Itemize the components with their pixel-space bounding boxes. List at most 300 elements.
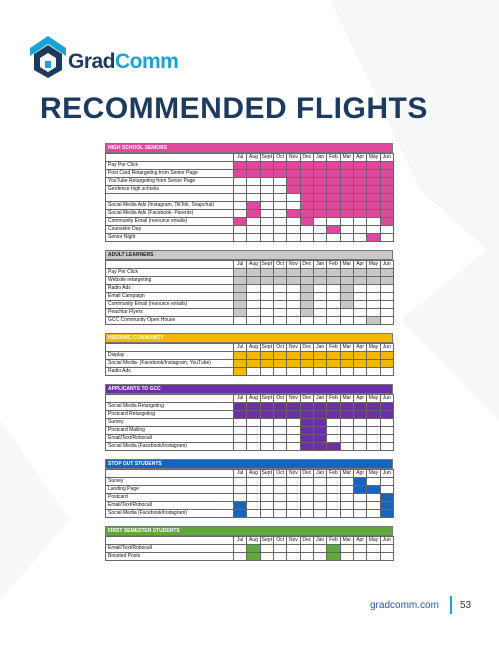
flight-cell-empty xyxy=(367,494,380,502)
flight-cell-empty xyxy=(300,502,313,510)
flight-cell-active xyxy=(380,162,393,170)
month-header: Jun xyxy=(380,395,393,403)
flight-cell-empty xyxy=(273,301,286,309)
flight-cell-empty xyxy=(260,194,273,202)
flight-cell-empty xyxy=(260,293,273,301)
flight-cell-active xyxy=(327,170,340,178)
flight-cell-empty xyxy=(353,234,366,242)
flight-cell-active xyxy=(300,435,313,443)
flight-cell-empty xyxy=(273,234,286,242)
flight-cell-empty xyxy=(353,218,366,226)
flight-cell-active xyxy=(313,443,326,451)
flight-cell-empty xyxy=(367,510,380,518)
month-header: Jan xyxy=(313,154,326,162)
flight-cell-active xyxy=(353,403,366,411)
flight-cell-empty xyxy=(327,478,340,486)
flight-cell-active xyxy=(287,269,300,277)
month-header: Nov xyxy=(287,344,300,352)
flight-cell-active xyxy=(234,403,247,411)
flight-cell-active xyxy=(300,162,313,170)
flight-cell-active xyxy=(247,411,260,419)
flight-cell-active xyxy=(260,403,273,411)
month-header: Nov xyxy=(287,537,300,545)
tactic-label: Landing Page xyxy=(106,486,234,494)
flight-cell-active xyxy=(327,411,340,419)
flight-cell-empty xyxy=(273,502,286,510)
flight-cell-active xyxy=(234,309,247,317)
flight-cell-empty xyxy=(353,368,366,376)
flight-cell-active xyxy=(367,210,380,218)
flights-tables xyxy=(105,143,393,569)
month-header: Apr xyxy=(353,261,366,269)
flight-cell-active xyxy=(380,277,393,285)
flight-cell-empty xyxy=(273,368,286,376)
flight-cell-empty xyxy=(273,178,286,186)
flight-cell-active xyxy=(340,285,353,293)
flight-cell-active xyxy=(300,309,313,317)
flight-cell-empty xyxy=(273,443,286,451)
flight-cell-active xyxy=(260,162,273,170)
flight-cell-empty xyxy=(247,486,260,494)
flight-cell-empty xyxy=(300,234,313,242)
month-header: Feb xyxy=(327,261,340,269)
table-row xyxy=(106,293,394,301)
flight-cell-empty xyxy=(340,478,353,486)
flight-cell-active xyxy=(340,352,353,360)
flight-cell-empty xyxy=(273,494,286,502)
month-header-row xyxy=(106,344,394,352)
flight-cell-empty xyxy=(300,545,313,553)
flight-cell-active xyxy=(300,285,313,293)
flight-cell-active xyxy=(313,435,326,443)
flight-cell-active xyxy=(367,352,380,360)
month-header: Jul xyxy=(234,261,247,269)
flight-cell-active xyxy=(327,186,340,194)
month-header: Apr xyxy=(353,470,366,478)
month-header-row xyxy=(106,537,394,545)
flight-cell-empty xyxy=(313,486,326,494)
flight-cell-empty xyxy=(380,486,393,494)
flight-cell-active xyxy=(353,360,366,368)
logo-word-comm: Comm xyxy=(115,50,179,73)
flight-cell-active xyxy=(340,194,353,202)
flight-cell-empty xyxy=(340,435,353,443)
month-header: Jan xyxy=(313,395,326,403)
flight-cell-active xyxy=(380,194,393,202)
flight-cell-empty xyxy=(340,545,353,553)
flight-cell-active xyxy=(234,293,247,301)
flight-cell-active xyxy=(300,210,313,218)
flight-cell-empty xyxy=(260,553,273,561)
flight-cell-active xyxy=(273,277,286,285)
month-header: Mar xyxy=(340,154,353,162)
table-row xyxy=(106,435,394,443)
section-title: APPLICANTS TO GCC xyxy=(105,384,393,394)
logo-word-grad: Grad xyxy=(68,50,116,73)
flight-cell-active xyxy=(273,162,286,170)
flight-cell-empty xyxy=(327,285,340,293)
month-header: Sept xyxy=(261,537,272,543)
tactic-label: Postcard Mailing xyxy=(106,427,234,435)
flight-cell-empty xyxy=(234,427,247,435)
flight-cell-empty xyxy=(287,194,300,202)
month-header: Feb xyxy=(327,344,340,352)
table-row xyxy=(106,411,394,419)
flight-cell-empty xyxy=(300,553,313,561)
flight-cell-active xyxy=(300,186,313,194)
flight-cell-active xyxy=(313,411,326,419)
flight-cell-empty xyxy=(260,545,273,553)
flight-cell-empty xyxy=(247,218,260,226)
table-row xyxy=(106,186,394,194)
flight-cell-empty xyxy=(287,502,300,510)
flight-cell-empty xyxy=(340,234,353,242)
flight-cell-empty xyxy=(380,317,393,325)
month-header: Feb xyxy=(327,537,340,545)
header-blank xyxy=(106,154,234,162)
flight-cell-active xyxy=(313,194,326,202)
flight-cell-active xyxy=(380,210,393,218)
month-header: Dec xyxy=(300,344,313,352)
flight-cell-empty xyxy=(247,494,260,502)
flight-cell-active xyxy=(260,360,273,368)
flight-cell-empty xyxy=(327,486,340,494)
flight-cell-active xyxy=(234,411,247,419)
flight-cell-active xyxy=(300,427,313,435)
flight-cell-active xyxy=(327,553,340,561)
month-header: Dec xyxy=(300,537,313,545)
flight-cell-active xyxy=(327,352,340,360)
flight-cell-active xyxy=(380,411,393,419)
flight-cell-empty xyxy=(353,309,366,317)
flight-cell-empty xyxy=(327,494,340,502)
flight-cell-active xyxy=(367,360,380,368)
flight-cell-active xyxy=(300,269,313,277)
flight-cell-empty xyxy=(380,293,393,301)
flight-cell-empty xyxy=(380,545,393,553)
month-header: Nov xyxy=(287,261,300,269)
flight-cell-active xyxy=(313,269,326,277)
flight-cell-active xyxy=(340,360,353,368)
month-header: Feb xyxy=(327,395,340,403)
table-row xyxy=(106,277,394,285)
tactic-label: Postcard Retargeting xyxy=(106,411,234,419)
flight-cell-empty xyxy=(367,226,380,234)
flight-cell-active xyxy=(327,360,340,368)
tactic-label: Community Email (resource emails) xyxy=(106,301,234,309)
flight-cell-empty xyxy=(273,226,286,234)
tactic-label: Survey xyxy=(106,478,234,486)
month-header: Jun xyxy=(380,470,393,478)
flight-cell-active xyxy=(313,210,326,218)
table-row xyxy=(106,553,394,561)
table-row xyxy=(106,403,394,411)
flight-cell-active xyxy=(353,178,366,186)
month-header: Nov xyxy=(287,154,300,162)
flight-cell-empty xyxy=(287,234,300,242)
flight-cell-empty xyxy=(367,553,380,561)
month-header: Aug xyxy=(247,537,260,545)
flight-cell-empty xyxy=(340,226,353,234)
flight-cell-empty xyxy=(340,553,353,561)
month-header: Jan xyxy=(313,344,326,352)
flight-cell-active xyxy=(260,269,273,277)
flight-cell-active xyxy=(234,510,247,518)
flight-cell-empty xyxy=(327,293,340,301)
flight-cell-empty xyxy=(260,494,273,502)
flight-cell-empty xyxy=(380,443,393,451)
flight-cell-empty xyxy=(247,427,260,435)
flight-cell-empty xyxy=(234,226,247,234)
tactic-label: Postcard xyxy=(106,494,234,502)
flight-cell-empty xyxy=(247,285,260,293)
flight-cell-active xyxy=(367,170,380,178)
flight-cell-empty xyxy=(260,309,273,317)
flight-cell-empty xyxy=(300,486,313,494)
flight-cell-empty xyxy=(313,553,326,561)
flight-cell-active xyxy=(300,202,313,210)
month-header: May xyxy=(368,154,379,160)
flight-cell-active xyxy=(313,403,326,411)
flight-cell-empty xyxy=(260,486,273,494)
flight-cell-empty xyxy=(287,478,300,486)
flight-cell-empty xyxy=(273,553,286,561)
flight-cell-active xyxy=(367,486,380,494)
flight-cell-active xyxy=(327,202,340,210)
tactic-label: Website retargeting xyxy=(106,277,234,285)
table-row xyxy=(106,419,394,427)
flight-cell-active xyxy=(367,194,380,202)
footer-divider xyxy=(450,596,452,614)
flight-cell-empty xyxy=(287,285,300,293)
flight-cell-empty xyxy=(313,301,326,309)
table-row xyxy=(106,301,394,309)
flight-cell-empty xyxy=(234,419,247,427)
table-row xyxy=(106,352,394,360)
flight-cell-empty xyxy=(287,545,300,553)
flight-cell-empty xyxy=(380,301,393,309)
month-header: Sept xyxy=(261,395,272,401)
flight-cell-active xyxy=(247,202,260,210)
month-header: Feb xyxy=(327,470,340,478)
flight-cell-active xyxy=(313,419,326,427)
flight-cell-empty xyxy=(340,494,353,502)
section-hispanic-community xyxy=(105,333,393,376)
footer-url[interactable]: gradcomm.com xyxy=(370,600,439,611)
flight-cell-active xyxy=(247,210,260,218)
flight-cell-active xyxy=(367,411,380,419)
flight-cell-active xyxy=(234,162,247,170)
flight-cell-active xyxy=(260,352,273,360)
flight-cell-empty xyxy=(313,545,326,553)
flight-cell-active xyxy=(287,360,300,368)
flight-cell-active xyxy=(300,411,313,419)
logo-mark-icon xyxy=(28,34,68,78)
month-header: May xyxy=(368,470,379,476)
month-header: Apr xyxy=(353,154,366,162)
month-header-row xyxy=(106,154,394,162)
flight-cell-active xyxy=(234,269,247,277)
flight-cell-active xyxy=(340,293,353,301)
flight-cell-empty xyxy=(380,234,393,242)
month-header: Oct xyxy=(273,537,286,545)
flight-cell-active xyxy=(340,277,353,285)
tactic-label: Geofence high schools xyxy=(106,186,234,194)
tactic-label xyxy=(106,194,234,202)
flight-cell-empty xyxy=(367,285,380,293)
flight-cell-empty xyxy=(260,178,273,186)
flight-cell-empty xyxy=(247,502,260,510)
flight-cell-empty xyxy=(340,427,353,435)
table-row xyxy=(106,478,394,486)
tactic-label: Pay Per Click xyxy=(106,269,234,277)
flight-cell-active xyxy=(340,202,353,210)
flight-cell-active xyxy=(273,269,286,277)
month-header: Jun xyxy=(380,261,393,269)
flight-cell-empty xyxy=(353,293,366,301)
flight-cell-active xyxy=(273,411,286,419)
tactic-label: Counselor Day xyxy=(106,226,234,234)
flight-cell-empty xyxy=(287,427,300,435)
flight-cell-empty xyxy=(234,234,247,242)
flight-cell-active xyxy=(247,545,260,553)
flight-cell-empty xyxy=(247,301,260,309)
month-header: Jul xyxy=(234,395,247,403)
flight-cell-empty xyxy=(273,435,286,443)
flight-cell-active xyxy=(287,411,300,419)
flight-cell-active xyxy=(273,352,286,360)
flight-cell-active xyxy=(313,162,326,170)
flight-cell-active xyxy=(340,162,353,170)
flight-cell-empty xyxy=(287,510,300,518)
flight-cell-empty xyxy=(260,478,273,486)
flight-cell-empty xyxy=(273,285,286,293)
flight-cell-empty xyxy=(260,502,273,510)
flight-cell-empty xyxy=(340,309,353,317)
month-header: May xyxy=(368,537,379,543)
flight-cell-empty xyxy=(327,317,340,325)
flight-cell-active xyxy=(380,178,393,186)
flight-cell-active xyxy=(313,186,326,194)
flight-cell-empty xyxy=(260,285,273,293)
month-header: Dec xyxy=(300,261,313,269)
tactic-label: Social Media Ads (Instagram, TikTok, Snapchat) xyxy=(106,202,234,210)
flight-cell-empty xyxy=(300,226,313,234)
flight-cell-empty xyxy=(340,317,353,325)
section-title: ADULT LEARNERS xyxy=(105,250,393,260)
flight-cell-empty xyxy=(340,419,353,427)
flight-cell-empty xyxy=(300,510,313,518)
flight-cell-active xyxy=(234,368,247,376)
flight-cell-empty xyxy=(313,234,326,242)
flight-cell-empty xyxy=(273,478,286,486)
month-header: Sept xyxy=(261,261,272,267)
flight-cell-empty xyxy=(287,486,300,494)
flight-cell-active xyxy=(340,178,353,186)
header-blank xyxy=(106,470,234,478)
flight-cell-active xyxy=(327,269,340,277)
flight-cell-active xyxy=(327,443,340,451)
flight-cell-empty xyxy=(287,202,300,210)
month-header: Mar xyxy=(340,344,353,352)
flight-cell-empty xyxy=(353,301,366,309)
flight-cell-empty xyxy=(247,194,260,202)
flight-cell-empty xyxy=(234,545,247,553)
flight-cell-active xyxy=(327,178,340,186)
flight-cell-active xyxy=(300,293,313,301)
flight-cell-active xyxy=(247,360,260,368)
flight-cell-active xyxy=(367,178,380,186)
flight-cell-empty xyxy=(367,293,380,301)
flight-cell-active xyxy=(367,202,380,210)
flight-cell-empty xyxy=(247,510,260,518)
flight-cell-active xyxy=(260,411,273,419)
flight-cell-empty xyxy=(300,317,313,325)
flight-cell-empty xyxy=(234,202,247,210)
flight-cell-active xyxy=(367,269,380,277)
section-adult-learners xyxy=(105,250,393,325)
flight-cell-active xyxy=(273,403,286,411)
flight-cell-active xyxy=(247,352,260,360)
flight-cell-empty xyxy=(260,443,273,451)
flight-cell-active xyxy=(353,486,366,494)
table-row xyxy=(106,368,394,376)
flight-cell-empty xyxy=(353,502,366,510)
flight-cell-empty xyxy=(353,419,366,427)
flight-cell-active xyxy=(327,162,340,170)
month-header: Mar xyxy=(340,261,353,269)
flight-cell-empty xyxy=(353,494,366,502)
month-header: Jan xyxy=(313,470,326,478)
flight-cell-empty xyxy=(260,202,273,210)
section-first-semester-students xyxy=(105,526,393,561)
month-header: Jul xyxy=(234,344,247,352)
flight-cell-empty xyxy=(260,210,273,218)
month-header: Sept xyxy=(261,470,272,476)
flight-cell-empty xyxy=(353,285,366,293)
flight-cell-active xyxy=(353,194,366,202)
header-blank xyxy=(106,395,234,403)
table-row xyxy=(106,194,394,202)
table-row xyxy=(106,170,394,178)
flight-cell-empty xyxy=(327,234,340,242)
tactic-label: Boosted Posts xyxy=(106,553,234,561)
month-header: Mar xyxy=(340,395,353,403)
flight-cell-empty xyxy=(273,218,286,226)
month-header: Mar xyxy=(340,537,353,545)
flight-cell-active xyxy=(287,403,300,411)
month-header: May xyxy=(368,395,379,401)
flight-cell-empty xyxy=(260,301,273,309)
flight-cell-active xyxy=(380,170,393,178)
flight-cell-empty xyxy=(353,510,366,518)
flight-cell-active xyxy=(367,317,380,325)
flight-cell-active xyxy=(380,218,393,226)
flight-cell-active xyxy=(287,170,300,178)
flight-cell-active xyxy=(327,545,340,553)
month-header: Jun xyxy=(380,537,393,545)
flight-cell-empty xyxy=(273,510,286,518)
flight-cell-empty xyxy=(287,309,300,317)
flight-cell-empty xyxy=(353,443,366,451)
flight-cell-active xyxy=(247,553,260,561)
flight-cell-empty xyxy=(260,368,273,376)
flight-cell-empty xyxy=(313,285,326,293)
flight-cell-active xyxy=(273,170,286,178)
flight-cell-active xyxy=(367,162,380,170)
flight-cell-active xyxy=(287,277,300,285)
tactic-label: Radio Ads xyxy=(106,368,234,376)
